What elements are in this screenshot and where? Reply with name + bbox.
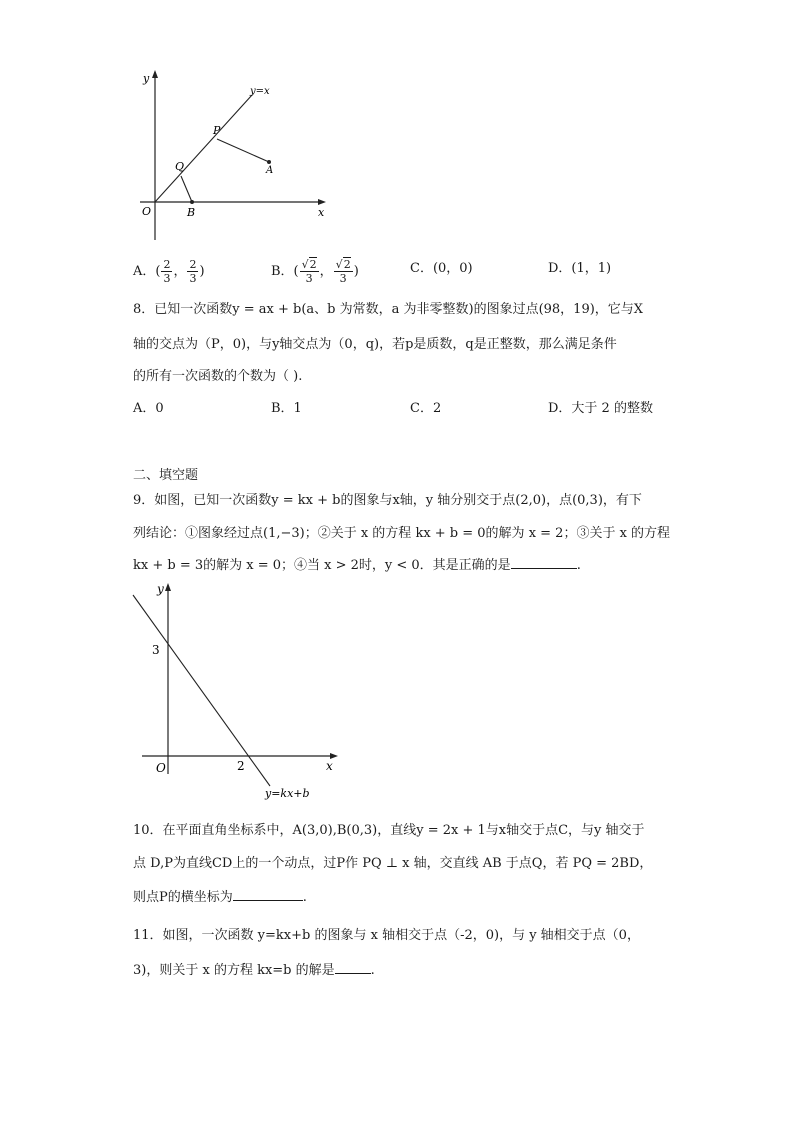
q7-option-a [133, 258, 205, 285]
q8-line-1: 8．已知一次函数y = ax + b(a、b 为常数，a 为非零整数)的图象过点(98，19)，它与X [133, 302, 644, 317]
q7-b-frac2 [334, 258, 353, 285]
line-y-equals-kx-plus-b [133, 595, 270, 786]
q7-b-num2: 2 [343, 258, 351, 271]
q7-option-c: C．(0，0) [410, 261, 473, 276]
q9-line-3-text: kx + b = 3的解为 x = 0；④当 x > 2时，y < 0．其是正确的是 [133, 558, 511, 573]
label-function: y=kx+b [265, 787, 310, 800]
q7-b-suffix: ) [353, 264, 359, 279]
q7-b-num1: 2 [309, 258, 317, 271]
figure-1-graph [130, 68, 340, 243]
label-O: O [142, 205, 152, 218]
q11-line-2-end: . [370, 963, 375, 978]
label-2: 2 [237, 759, 245, 773]
q8-line-2: 轴的交点为（P，0)，与y轴交点为（0，q)，若p是质数，q是正整数，那么满足条件 [133, 337, 617, 352]
label-3: 3 [152, 643, 160, 657]
q7-b-num2-wrap: √2 [335, 258, 351, 271]
q7-b-den1: 3 [305, 272, 313, 285]
y-axis-arrow [165, 583, 171, 591]
x-axis-arrow [318, 199, 326, 205]
q8-option-d: D．大于 2 的整数 [548, 401, 653, 416]
q7-a-den1: 3 [163, 272, 171, 285]
q8-option-c: C．2 [410, 401, 442, 416]
q7-a-frac2 [187, 258, 198, 285]
q7-b-sep: ， [319, 264, 333, 279]
q9-line-3 [133, 556, 581, 575]
label-x: x [326, 759, 333, 773]
q7-b-frac1 [300, 258, 319, 285]
q11-line-2-text: 3)，则关于 x 的方程 kx=b 的解是 [133, 963, 335, 978]
label-P: P [213, 124, 221, 137]
q7-option-d: D．(1，1) [548, 261, 612, 276]
q9-line-3-end: . [576, 558, 581, 573]
label-Q: Q [175, 160, 185, 173]
label-y: y [157, 582, 164, 596]
q9-line-1: 9．如图，已知一次函数y = kx + b的图象与x轴，y 轴分别交于点(2,0)，点(0,3)，有下 [133, 493, 642, 508]
q7-a-frac1 [161, 258, 172, 285]
label-line: y=x [250, 86, 270, 97]
point-B [190, 200, 194, 204]
q10-line-2: 点 D,P为直线CD上的一个动点，过P作 PQ ⊥ x 轴，交直线 AB 于点Q，若 PQ = 2BD， [133, 856, 653, 871]
q8-option-b: B．1 [271, 401, 302, 416]
q9-answer-blank[interactable] [511, 556, 577, 569]
figure-2-graph [130, 578, 345, 803]
q7-a-den2: 3 [189, 272, 197, 285]
q9-line-2: 列结论：①图象经过点(1,−3)；②关于 x 的方程 kx + b = 0的解为 x = 2；③关于 x 的方程 [133, 526, 671, 541]
q10-line-3-end: . [302, 890, 307, 905]
q7-b-prefix: B．( [271, 264, 299, 279]
label-x: x [318, 206, 325, 219]
point-A [267, 160, 271, 164]
label-O: O [156, 761, 166, 775]
q7-a-num1: 2 [163, 258, 171, 271]
q10-line-1: 10．在平面直角坐标系中，A(3,0),B(0,3)，直线y = 2x + 1与x轴交于点C，与y 轴交于 [133, 823, 645, 838]
q11-line-1: 11．如图，一次函数 y=kx+b 的图象与 x 轴相交于点（-2，0)，与 y 轴相交于点（0， [133, 928, 640, 943]
q7-a-suffix: ) [199, 264, 205, 279]
label-B: B [187, 206, 196, 219]
q7-a-sep: ， [173, 264, 187, 279]
q10-line-3-text: 则点P的横坐标为 [133, 890, 233, 905]
label-A: A [266, 165, 274, 176]
q8-line-3: 的所有一次函数的个数为（ ). [133, 369, 303, 384]
q11-answer-blank[interactable] [335, 961, 371, 974]
section-title: 二、填空题 [133, 468, 199, 483]
segment-PA [217, 139, 269, 162]
label-y: y [143, 72, 150, 85]
q7-a-prefix: A．( [133, 264, 161, 279]
q10-answer-blank[interactable] [233, 888, 303, 901]
q10-line-3 [133, 888, 307, 907]
q7-b-num1-wrap: √2 [301, 258, 317, 271]
segment-QB [181, 176, 192, 202]
q8-option-a: A．0 [133, 401, 164, 416]
q7-a-num2: 2 [189, 258, 197, 271]
q7-b-den2: 3 [339, 272, 347, 285]
q7-option-b [271, 258, 359, 285]
y-axis-arrow [152, 70, 158, 78]
q11-line-2 [133, 961, 375, 980]
